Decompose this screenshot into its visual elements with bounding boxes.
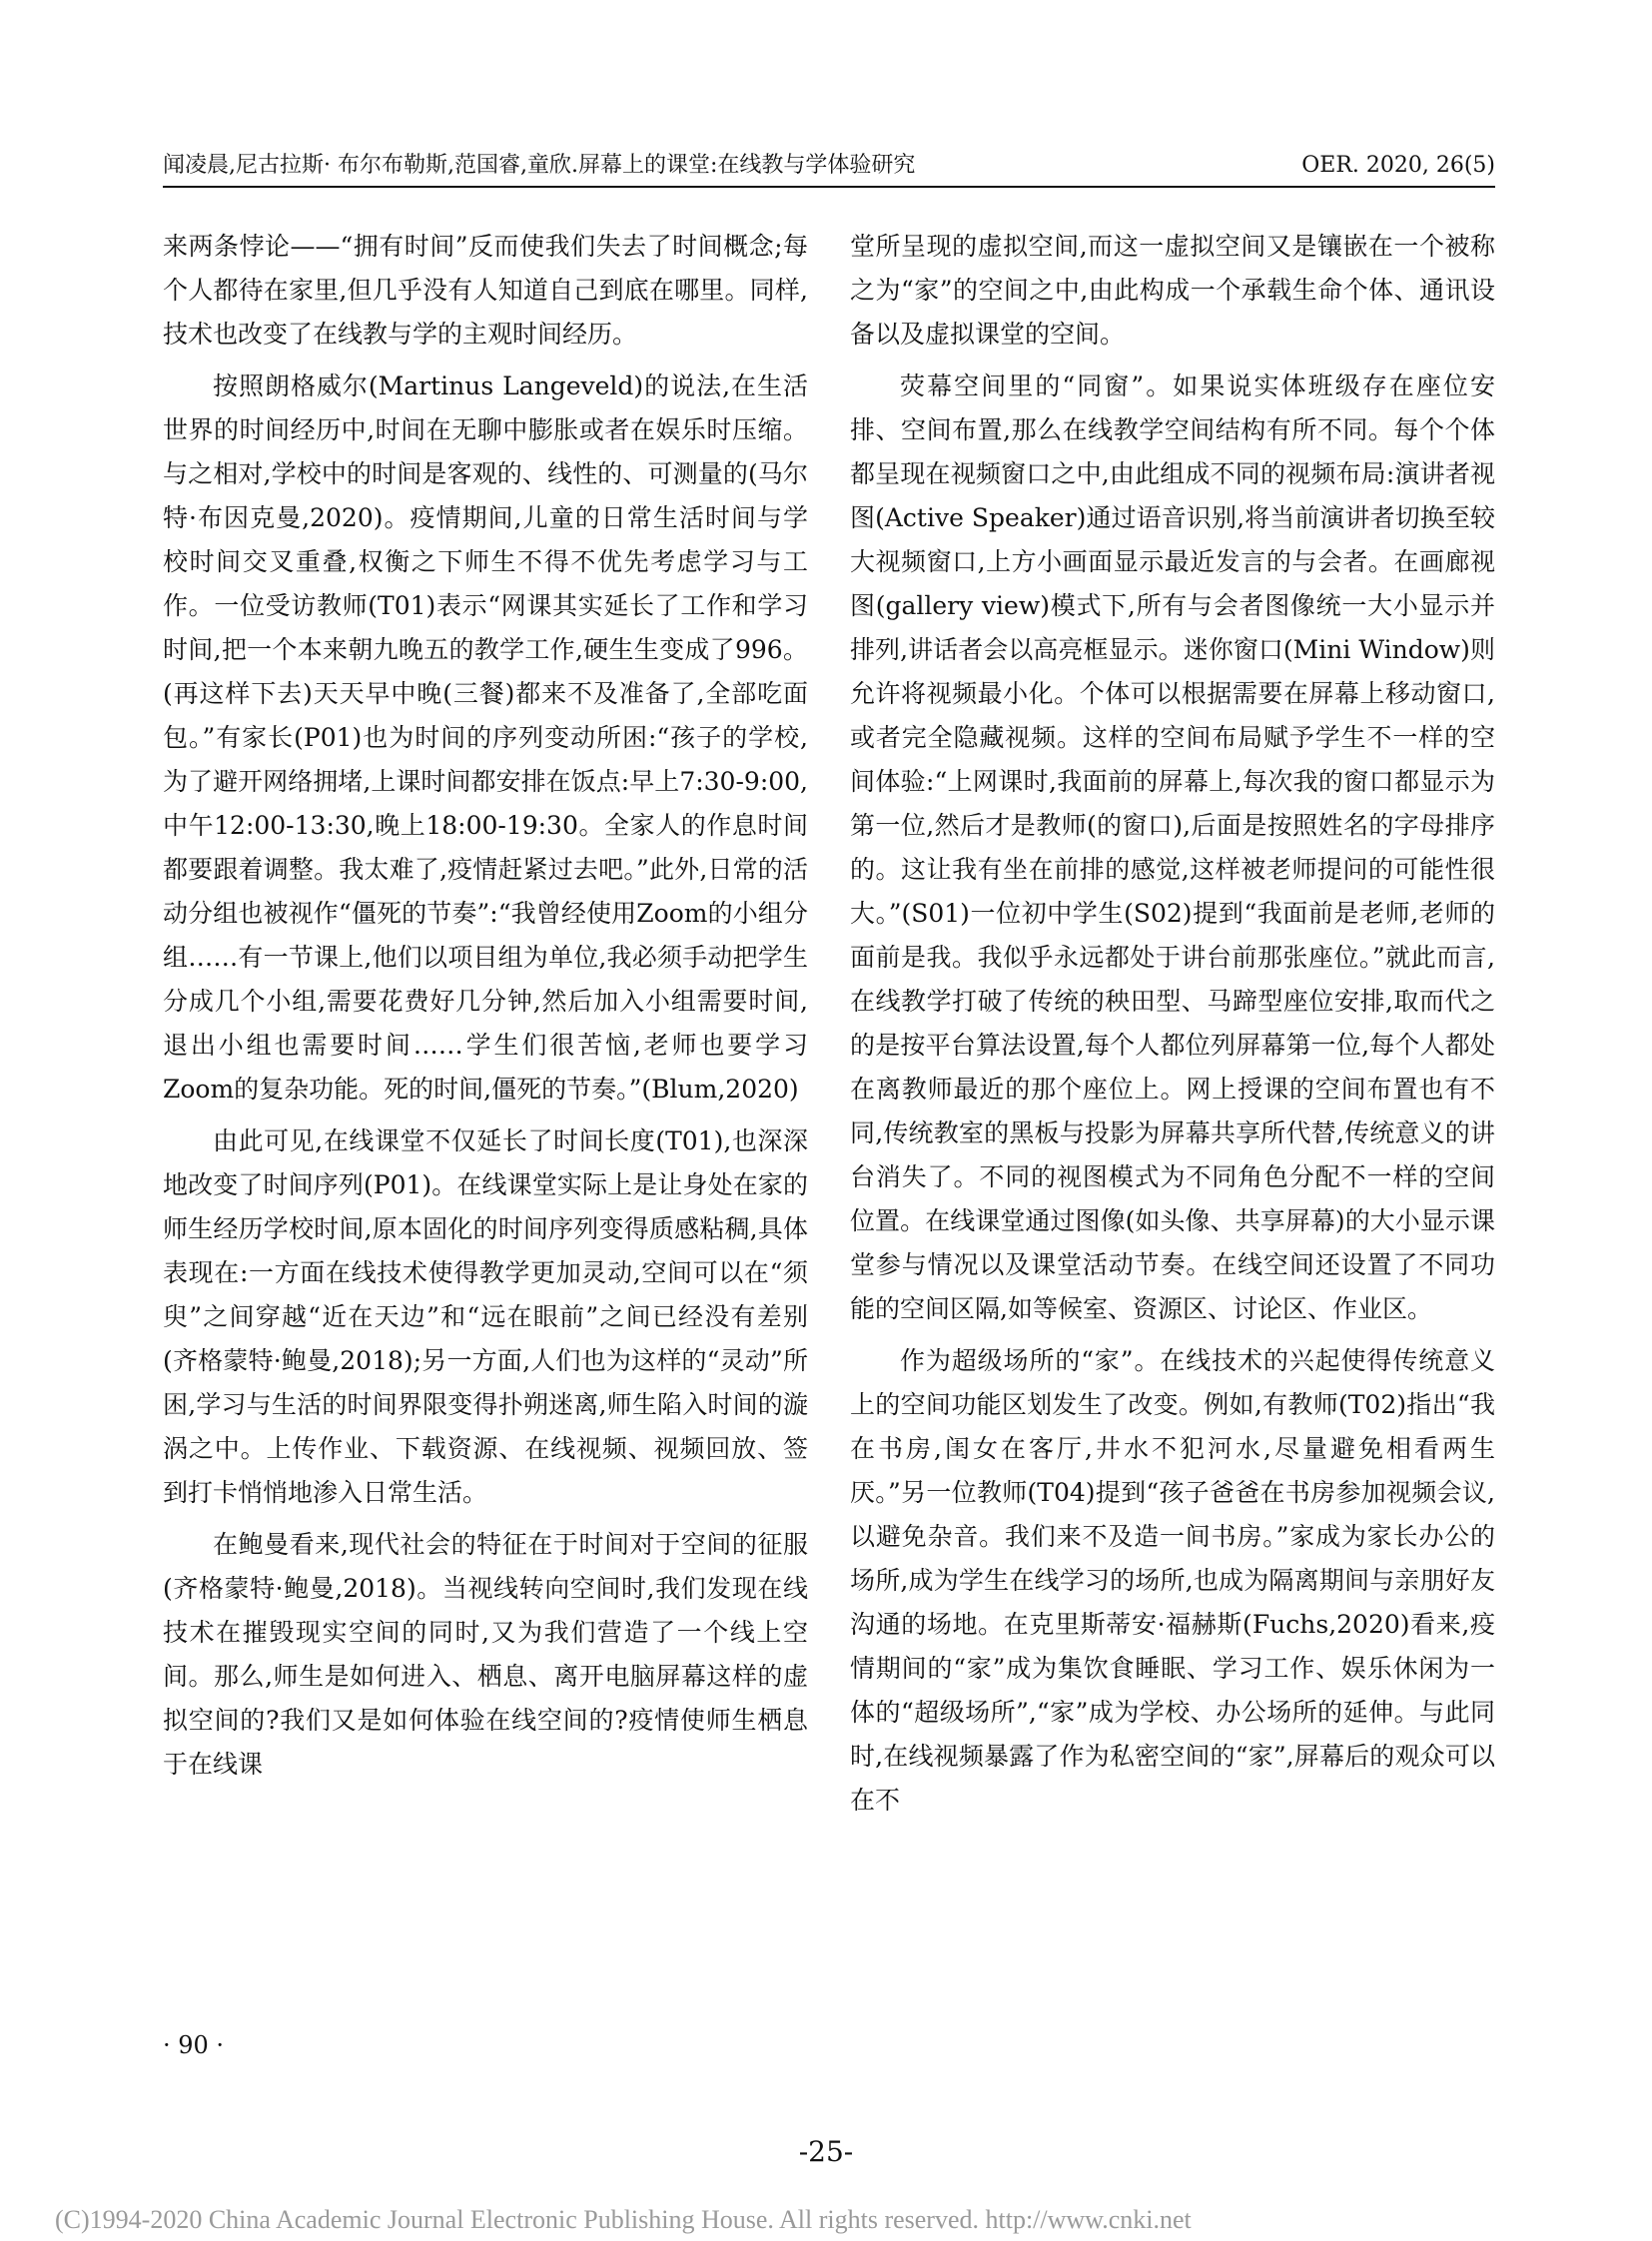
paragraph: 作为超级场所的“家”。在线技术的兴起使得传统意义上的空间功能区划发生了改变。例如,有教师(T02)指出“我在书房,闺女在客厅,井水不犯河水,尽量避免相看两生厌。”另一位教师(T04)提到“孩子爸爸在书房参加视频会议,以避免杂音。我们来不及造一间书房。”家成为家长办公的场所,成为学生在线学习的场所,也成为隔离期间与亲朋好友沟通的场地。在克里斯蒂安·福赫斯(Fuchs,2020)看来,疫情期间的“家”成为集饮食睡眠、学习工作、娱乐休闲为一体的“超级场所”,“家”成为学校、办公场所的延伸。与此同时,在线视频暴露了作为私密空间的“家”,屏幕后的观众可以在不	[850, 1346, 1495, 1815]
pdf-page-number: -25-	[798, 2135, 854, 2168]
paragraph: 来两条悖论——“拥有时间”反而使我们失去了时间概念;每个人都待在家里,但几乎没有人知道自己到底在哪里。同样,技术也改变了在线教与学的主观时间经历。	[163, 232, 808, 349]
paragraph: 荧幕空间里的“同窗”。如果说实体班级存在座位安排、空间布置,那么在线教学空间结构有所不同。每个个体都呈现在视频窗口之中,由此组成不同的视频布局:演讲者视图(Active Speaker)通过语音识别,将当前演讲者切换至较大视频窗口,上方小画面显示最近发言的与会者。在画廊视图(gallery view)模式下,所有与会者图像统一大小显示并排列,讲话者会以高亮框显示。迷你窗口(Mini Window)则允许将视频最小化。个体可以根据需要在屏幕上移动窗口,或者完全隐藏视频。这样的空间布局赋予学生不一样的空间体验:“上网课时,我面前的屏幕上,每次我的窗口都显示为第一位,然后才是教师(的窗口),后面是按照姓名的字母排序的。这让我有坐在前排的感觉,这样被老师提问的可能性很大。”(S01)一位初中学生(S02)提到“我面前是老师,老师的面前是我。我似乎永远都处于讲台前那张座位。”就此而言,在线教学打破了传统的秧田型、马蹄型座位安排,取而代之的是按平台算法设置,每个人都位列屏幕第一位,每个人都处在离教师最近的那个座位上。网上授课的空间布置也有不同,传统教室的黑板与投影为屏幕共享所代替,传统意义的讲台消失了。不同的视图模式为不同角色分配不一样的空间位置。在线课堂通过图像(如头像、共享屏幕)的大小显示课堂参与情况以及课堂活动节奏。在线空间还设置了不同功能的空间区隔,如等候室、资源区、讨论区、作业区。	[850, 372, 1495, 1323]
header-rule	[163, 186, 1495, 188]
paragraph: 堂所呈现的虚拟空间,而这一虚拟空间又是镶嵌在一个被称之为“家”的空间之中,由此构成一个承载生命个体、通讯设备以及虚拟课堂的空间。	[850, 232, 1495, 349]
header-journal-citation: OER. 2020, 26(5)	[1301, 153, 1495, 178]
right-column	[850, 225, 1495, 1831]
header-authors-title: 闻凌晨,尼古拉斯· 布尔布勒斯,范国睿,童欣.屏幕上的课堂:在线教与学体验研究	[163, 153, 916, 178]
left-column	[163, 225, 808, 1795]
copyright-footer: (C)1994-2020 China Academic Journal Electronic Publishing House. All rights reserved. http://www.cnki.net	[55, 2205, 1192, 2234]
running-header	[163, 148, 1495, 184]
journal-page-number: · 90 ·	[163, 2031, 225, 2059]
paragraph: 由此可见,在线课堂不仅延长了时间长度(T01),也深深地改变了时间序列(P01)。在线课堂实际上是让身处在家的师生经历学校时间,原本固化的时间序列变得质感粘稠,具体表现在:一方面在线技术使得教学更加灵动,空间可以在“须臾”之间穿越“近在天边”和“远在眼前”之间已经没有差别(齐格蒙特·鲍曼,2018);另一方面,人们也为这样的“灵动”所困,学习与生活的时间界限变得扑朔迷离,师生陷入时间的漩涡之中。上传作业、下载资源、在线视频、视频回放、签到打卡悄悄地渗入日常生活。	[163, 1126, 808, 1507]
paragraph: 按照朗格威尔(Martinus Langeveld)的说法,在生活世界的时间经历中,时间在无聊中膨胀或者在娱乐时压缩。与之相对,学校中的时间是客观的、线性的、可测量的(马尔特·布因克曼,2020)。疫情期间,儿童的日常生活时间与学校时间交叉重叠,权衡之下师生不得不优先考虑学习与工作。一位受访教师(T01)表示“网课其实延长了工作和学习时间,把一个本来朝九晚五的教学工作,硬生生变成了996。(再这样下去)天天早中晚(三餐)都来不及准备了,全部吃面包。”有家长(P01)也为时间的序列变动所困:“孩子的学校,为了避开网络拥堵,上课时间都安排在饭点:早上7:30-9:00,中午12:00-13:30,晚上18:00-19:30。全家人的作息时间都要跟着调整。我太难了,疫情赶紧过去吧。”此外,日常的活动分组也被视作“僵死的节奏”:“我曾经使用Zoom的小组分组……有一节课上,他们以项目组为单位,我必须手动把学生分成几个小组,需要花费好几分钟,然后加入小组需要时间,退出小组也需要时间……学生们很苦恼,老师也要学习Zoom的复杂功能。死的时间,僵死的节奏。”(Blum,2020)	[163, 372, 808, 1104]
paragraph: 在鲍曼看来,现代社会的特征在于时间对于空间的征服(齐格蒙特·鲍曼,2018)。当视线转向空间时,我们发现在线技术在摧毁现实空间的同时,又为我们营造了一个线上空间。那么,师生是如何进入、栖息、离开电脑屏幕这样的虚拟空间的?我们又是如何体验在线空间的?疫情使师生栖息于在线课	[163, 1530, 808, 1779]
